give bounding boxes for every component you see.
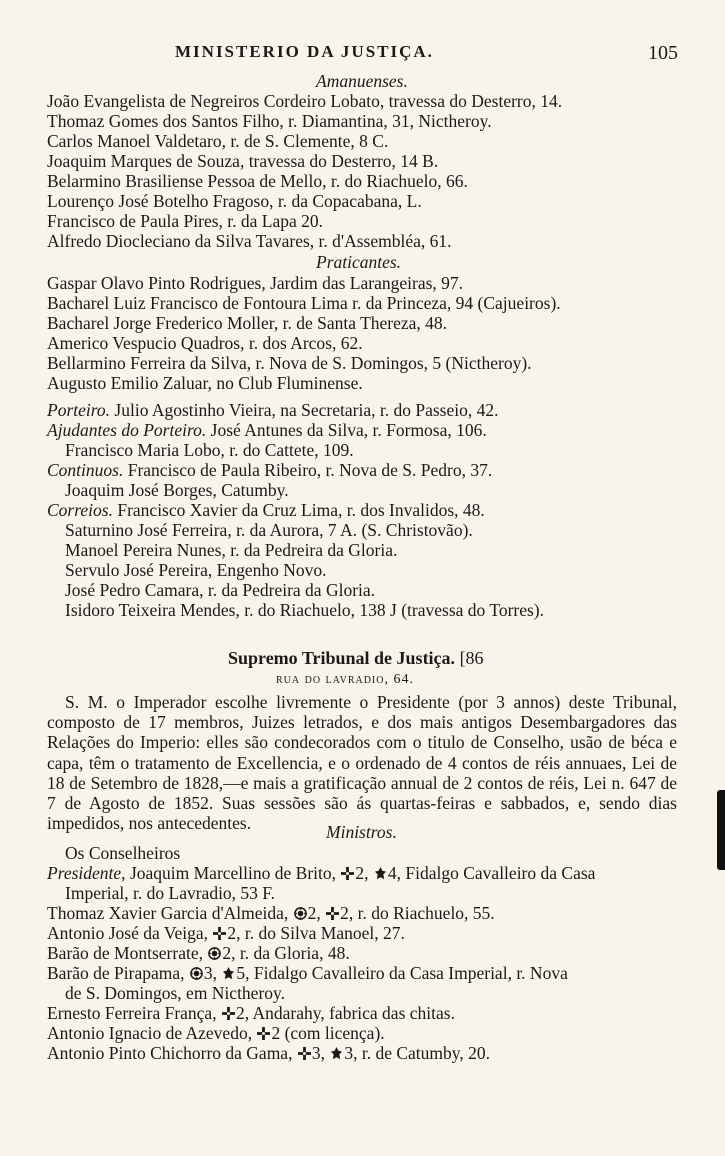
list-item: Americo Vespucio Quadros, r. dos Arcos, 62. [47,333,363,353]
minister-entry [47,863,595,883]
order-grade: 3, [311,1043,330,1063]
order-grade: 2, [355,863,373,883]
cross-order-icon [257,1027,270,1040]
page-number: 105 [648,42,678,64]
list-item: Bellarmino Ferreira da Silva, r. Nova de S. Domingos, 5 (Nictheroy). [47,353,532,373]
minister-name: Ernesto Ferreira França, [47,1003,221,1023]
minister-entry [47,903,495,923]
list-item: Saturnino José Ferreira, r. da Aurora, 7 A. (S. Christovão). [65,520,473,540]
minister-name: Barão de Pirapama, [47,963,189,983]
section-title-ref: [86 [459,648,484,668]
order-grade: 5, Fidalgo Cavalleiro da Casa Imperial, r. Nova [236,963,568,983]
list-item: José Pedro Camara, r. da Pedreira da Gloria. [65,580,376,600]
minister-entry [47,963,568,983]
minister-name: Antonio Pinto Chichorro da Gama, [47,1043,297,1063]
order-grade: 2 (com licença). [271,1023,385,1043]
ajudantes-entry [47,420,487,440]
star-order-icon [294,907,307,920]
list-item: João Evangelista de Negreiros Cordeiro Lobato, travessa do Desterro, 14. [47,91,563,111]
minister-entry [47,923,405,943]
list-item: Bacharel Luiz Francisco de Fontoura Lima r. da Princeza, 94 (Cajueiros). [47,293,561,313]
correios-label: Correios. [47,500,113,520]
list-item: Alfredo Diocleciano da Silva Tavares, r. d'Assembléa, 61. [47,231,452,251]
list-item: de S. Domingos, em Nictheroy. [65,983,286,1003]
section-heading-ministros: Ministros. [326,822,397,842]
list-item: Lourenço José Botelho Fragoso, r. da Copacabana, L. [47,191,422,211]
minister-name: Joaquim Marcellino de Brito, [125,863,341,883]
list-item: Augusto Emilio Zaluar, no Club Fluminense. [47,373,363,393]
cross-order-icon [298,1047,311,1060]
order-grade: 3, r. de Catumby, 20. [344,1043,490,1063]
section-title [228,648,484,669]
order-grade: 3, [203,963,222,983]
list-item: Gaspar Olavo Pinto Rodrigues, Jardim das Larangeiras, 97. [47,273,464,293]
star-order-icon [208,947,221,960]
list-item: Servulo José Pereira, Engenho Novo. [65,560,327,580]
minister-entry [47,1043,490,1063]
porteiro-value: Julio Agostinho Vieira, na Secretaria, r. do Passeio, 42. [110,400,499,420]
order-grade: 4, Fidalgo Cavalleiro da Casa [387,863,596,883]
star-order-icon [190,967,203,980]
continuos-value: Francisco de Paula Ribeiro, r. Nova de S. Pedro, 37. [123,460,493,480]
cross-order-icon [341,867,354,880]
list-item: Isidoro Teixeira Mendes, r. do Riachuelo, 138 J (travessa do Torres). [65,600,545,620]
list-item: Francisco de Paula Pires, r. da Lapa 20. [47,211,324,231]
porteiro-entry [47,400,498,420]
minister-name: Thomaz Xavier Garcia d'Almeida, [47,903,293,923]
section-heading-praticantes: Praticantes. [316,252,402,272]
correios-value: Francisco Xavier da Cruz Lima, r. dos Invalidos, 48. [112,500,485,520]
order-grade: 2, r. da Gloria, 48. [222,943,350,963]
address-line: rua do lavradio, 64. [276,672,414,687]
cross-order-icon [222,1007,235,1020]
continuos-entry [47,460,492,480]
minister-name: Antonio Ignacio de Azevedo, [47,1023,257,1043]
list-item: Francisco Maria Lobo, r. do Cattete, 109. [65,440,354,460]
order-grade: 2, r. do Riachuelo, 55. [340,903,495,923]
ajudantes-label: Ajudantes do Porteiro. [47,420,207,440]
body-paragraph: S. M. o Imperador escolhe livremente o Presidente (por 3 annos) deste Tribunal, composto de 17 membros, Juizes letrados, e dos mais antigos Desembargadores das Relações do Imperio: elles são condecorados com o titulo de Conselho, usão de béca e capa, têm o tratamento de Excellencia, e o ordenado de 4 contos de réis annuaes, Lei de 18 de Setembro de 1828,—e mais a gratificação annual de 2 contos de réis, Lei n. 647 de 7 de Agosto de 1852. Suas sessões são ás quartas-feiras e sabbados, e, sendo dias impedidos, nos antecedentes. [47,692,677,834]
correios-entry [47,500,485,520]
page-header-title: MINISTERIO DA JUSTIÇA. [175,42,434,61]
minister-entry [47,1023,385,1043]
list-item: Bacharel Jorge Frederico Moller, r. de Santa Thereza, 48. [47,313,448,333]
list-item: Belarmino Brasiliense Pessoa de Mello, r. do Riachuelo, 66. [47,171,468,191]
minister-name: Antonio José da Veiga, [47,923,213,943]
order-grade: 2, [307,903,326,923]
page-edge-mark [717,790,725,870]
minister-name: Barão de Montserrate, [47,943,208,963]
rose-order-icon [374,867,387,880]
section-title-text: Supremo Tribunal de Justiça. [228,648,456,668]
list-item: Imperial, r. do Lavradio, 53 F. [65,883,276,903]
porteiro-label: Porteiro. [47,400,111,420]
section-heading-amanuenses: Amanuenses. [316,71,408,91]
minister-entry [47,1003,455,1023]
cross-order-icon [213,927,226,940]
rose-order-icon [222,967,235,980]
list-item: Joaquim José Borges, Catumby. [65,480,289,500]
conselheiros-label: Os Conselheiros [65,843,181,863]
list-item: Joaquim Marques de Souza, travessa do Desterro, 14 B. [47,151,439,171]
minister-entry [47,943,350,963]
cross-order-icon [326,907,339,920]
ajudantes-value: José Antunes da Silva, r. Formosa, 106. [206,420,487,440]
order-grade: 2, r. do Silva Manoel, 27. [227,923,405,943]
list-item: Thomaz Gomes dos Santos Filho, r. Diamantina, 31, Nictheroy. [47,111,492,131]
presidente-label: Presidente, [47,863,126,883]
list-item: Manoel Pereira Nunes, r. da Pedreira da Gloria. [65,540,398,560]
rose-order-icon [330,1047,343,1060]
continuos-label: Continuos. [47,460,124,480]
order-grade: 2, Andarahy, fabrica das chitas. [235,1003,455,1023]
list-item: Carlos Manoel Valdetaro, r. de S. Clemente, 8 C. [47,131,389,151]
